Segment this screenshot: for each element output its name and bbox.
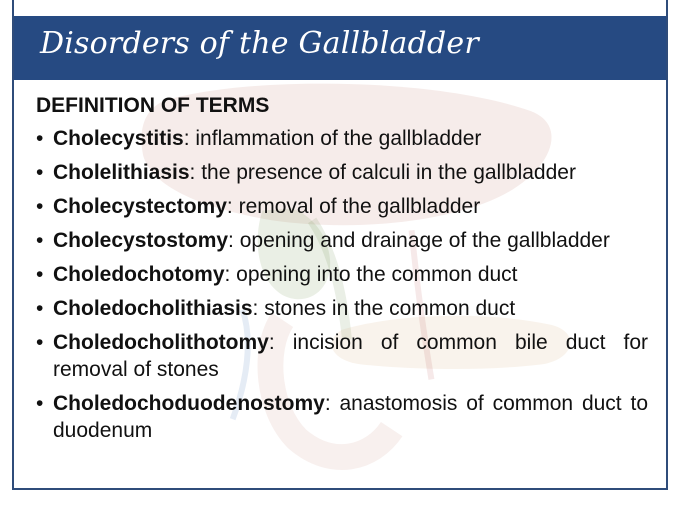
term-name: Cholecystectomy xyxy=(53,195,227,218)
list-item xyxy=(36,159,648,186)
bullet-icon: • xyxy=(36,297,44,320)
term-definition: : opening and drainage of the gallbladder xyxy=(228,229,610,252)
term-definition: : incision of common bile duct for removal of stones xyxy=(53,331,648,381)
title-bar xyxy=(14,16,666,80)
term-list xyxy=(36,125,648,444)
term-name: Choledocholithotomy xyxy=(53,331,269,354)
slide-title: Disorders of the Gallbladder xyxy=(40,26,479,61)
term-name: Choledochoduodenostomy xyxy=(53,392,325,415)
slide-content xyxy=(36,92,648,451)
bullet-icon: • xyxy=(36,263,44,286)
slide-frame xyxy=(12,0,668,490)
term-name: Cholecystitis xyxy=(53,127,184,150)
list-item xyxy=(36,390,648,444)
term-name: Cholecystostomy xyxy=(53,229,229,252)
list-item xyxy=(36,295,648,322)
top-strip xyxy=(14,0,666,16)
list-item xyxy=(36,193,648,220)
list-item xyxy=(36,125,648,152)
bullet-icon: • xyxy=(36,392,44,415)
term-name: Choledochotomy xyxy=(53,263,225,286)
term-name: Choledocholithiasis xyxy=(53,297,253,320)
list-item xyxy=(36,261,648,288)
term-definition: : removal of the gallbladder xyxy=(226,195,481,218)
bullet-icon: • xyxy=(36,127,44,150)
bullet-icon: • xyxy=(36,195,44,218)
term-definition: : inflammation of the gallbladder xyxy=(183,127,482,150)
term-definition: : the presence of calculi in the gallbladder xyxy=(189,161,576,184)
term-name: Cholelithiasis xyxy=(53,161,190,184)
term-definition: : anastomosis of common duct to duodenum xyxy=(53,392,648,442)
list-item xyxy=(36,227,648,254)
bullet-icon: • xyxy=(36,331,44,354)
bullet-icon: • xyxy=(36,161,44,184)
term-definition: : opening into the common duct xyxy=(224,263,518,286)
list-item xyxy=(36,329,648,383)
section-heading: DEFINITION OF TERMS xyxy=(36,94,270,117)
term-definition: : stones in the common duct xyxy=(252,297,516,320)
bullet-icon: • xyxy=(36,229,44,252)
